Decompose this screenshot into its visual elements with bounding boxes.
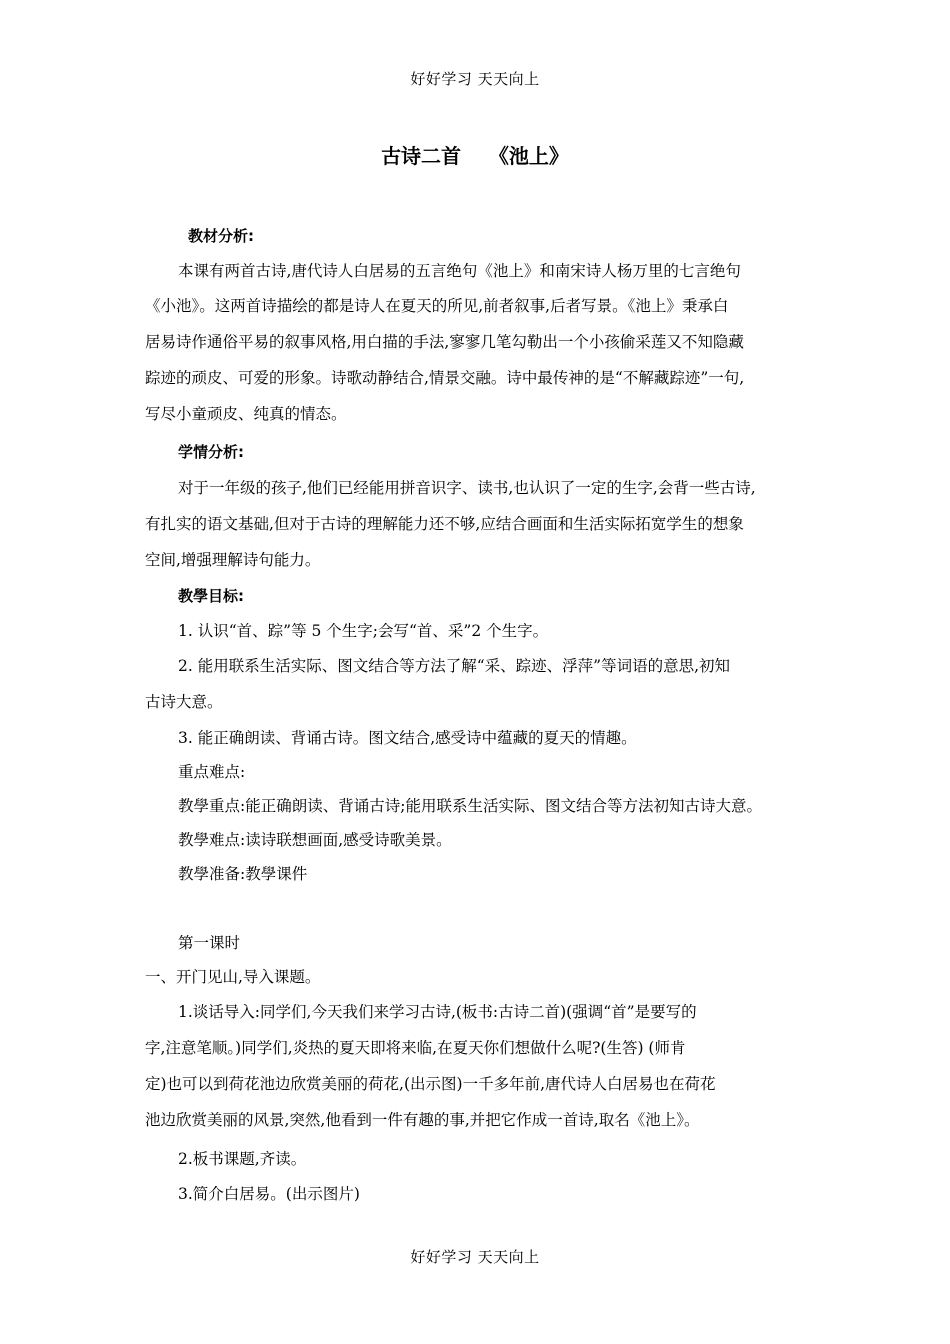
section-heading-xueqing: 学情分析: [178,443,244,461]
goal-item-2-continued: 古诗大意。 [145,693,223,711]
paragraph-line: 对于一年级的孩子,他们已经能用拼音识字、读书,也认识了一定的生字,会背一些古诗, [178,479,756,497]
paragraph-line: 有扎实的语文基础,但对于古诗的理解能力还不够,应结合画面和生活实际拓宽学生的想象 [145,515,744,533]
goal-item-3: 3. 能正确朗读、背诵古诗。图文结合,感受诗中蕴藏的夏天的情趣。 [178,729,637,747]
goal-item-2: 2. 能用联系生活实际、图文结合等方法了解“采、踪迹、浮萍”等词语的意思,初知 [178,657,730,675]
section-label-nandian: 重点难点: [178,763,246,781]
paragraph-line: 居易诗作通俗平易的叙事风格,用白描的手法,寥寥几笔勾勒出一个小孩偷采莲又不知隐藏 [145,333,744,351]
page-header: 好好学习 天天向上 [410,70,540,88]
lesson-step-1-2: 2.板书课题,齐读。 [178,1150,307,1168]
page-footer: 好好学习 天天向上 [410,1248,540,1266]
paragraph-line: 池边欣赏美丽的风景,突然,他看到一件有趣的事,并把它作成一首诗,取名《池上》。 [145,1111,700,1129]
goal-item-1: 1. 认识“首、踪”等 5 个生字;会写“首、采”2 个生字。 [178,622,549,640]
lesson-step-1: 一、开门见山,导入课题。 [145,968,321,986]
paragraph-line: 写尽小童顽皮、纯真的情态。 [145,405,347,423]
paragraph-line: 踪迹的顽皮、可爱的形象。诗歌动静结合,情景交融。诗中最传神的是“不解藏踪迹”一句, [145,369,745,387]
lesson-title: 第一课时 [178,934,241,952]
lesson-step-1-3: 3.简介白居易。(出示图片) [178,1185,360,1203]
section-heading-jiaocai: 教材分析: [188,227,254,245]
section-heading-mubiao: 教學目标: [178,587,244,605]
paragraph-line: 本课有两首古诗,唐代诗人白居易的五言绝句《池上》和南宋诗人杨万里的七言绝句 [178,262,741,280]
teaching-preparation: 教學准备:教學课件 [178,865,308,883]
key-point: 教學重点:能正确朗读、背诵古诗;能用联系生活实际、图文结合等方法初知古诗大意。 [178,797,762,815]
paragraph-line: 定)也可以到荷花池边欣赏美丽的荷花,(出示图)一千多年前,唐代诗人白居易也在荷花 [145,1075,716,1093]
difficult-point: 教學难点:读诗联想画面,感受诗歌美景。 [178,831,452,849]
paragraph-line: 空间,增强理解诗句能力。 [145,551,321,569]
paragraph-line: 1.谈话导入:同学们,今天我们来学习古诗,(板书:古诗二首)(强调“首”是要写的 [178,1003,697,1021]
paragraph-line: 字,注意笔顺。)同学们,炎热的夏天即将来临,在夏天你们想做什么呢?(生答) (师肯 [145,1039,686,1057]
paragraph-line: 《小池》。这两首诗描绘的都是诗人在夏天的所见,前者叙事,后者写景。《池上》秉承白 [145,297,729,315]
page-title: 古诗二首 《池上》 [381,144,569,168]
